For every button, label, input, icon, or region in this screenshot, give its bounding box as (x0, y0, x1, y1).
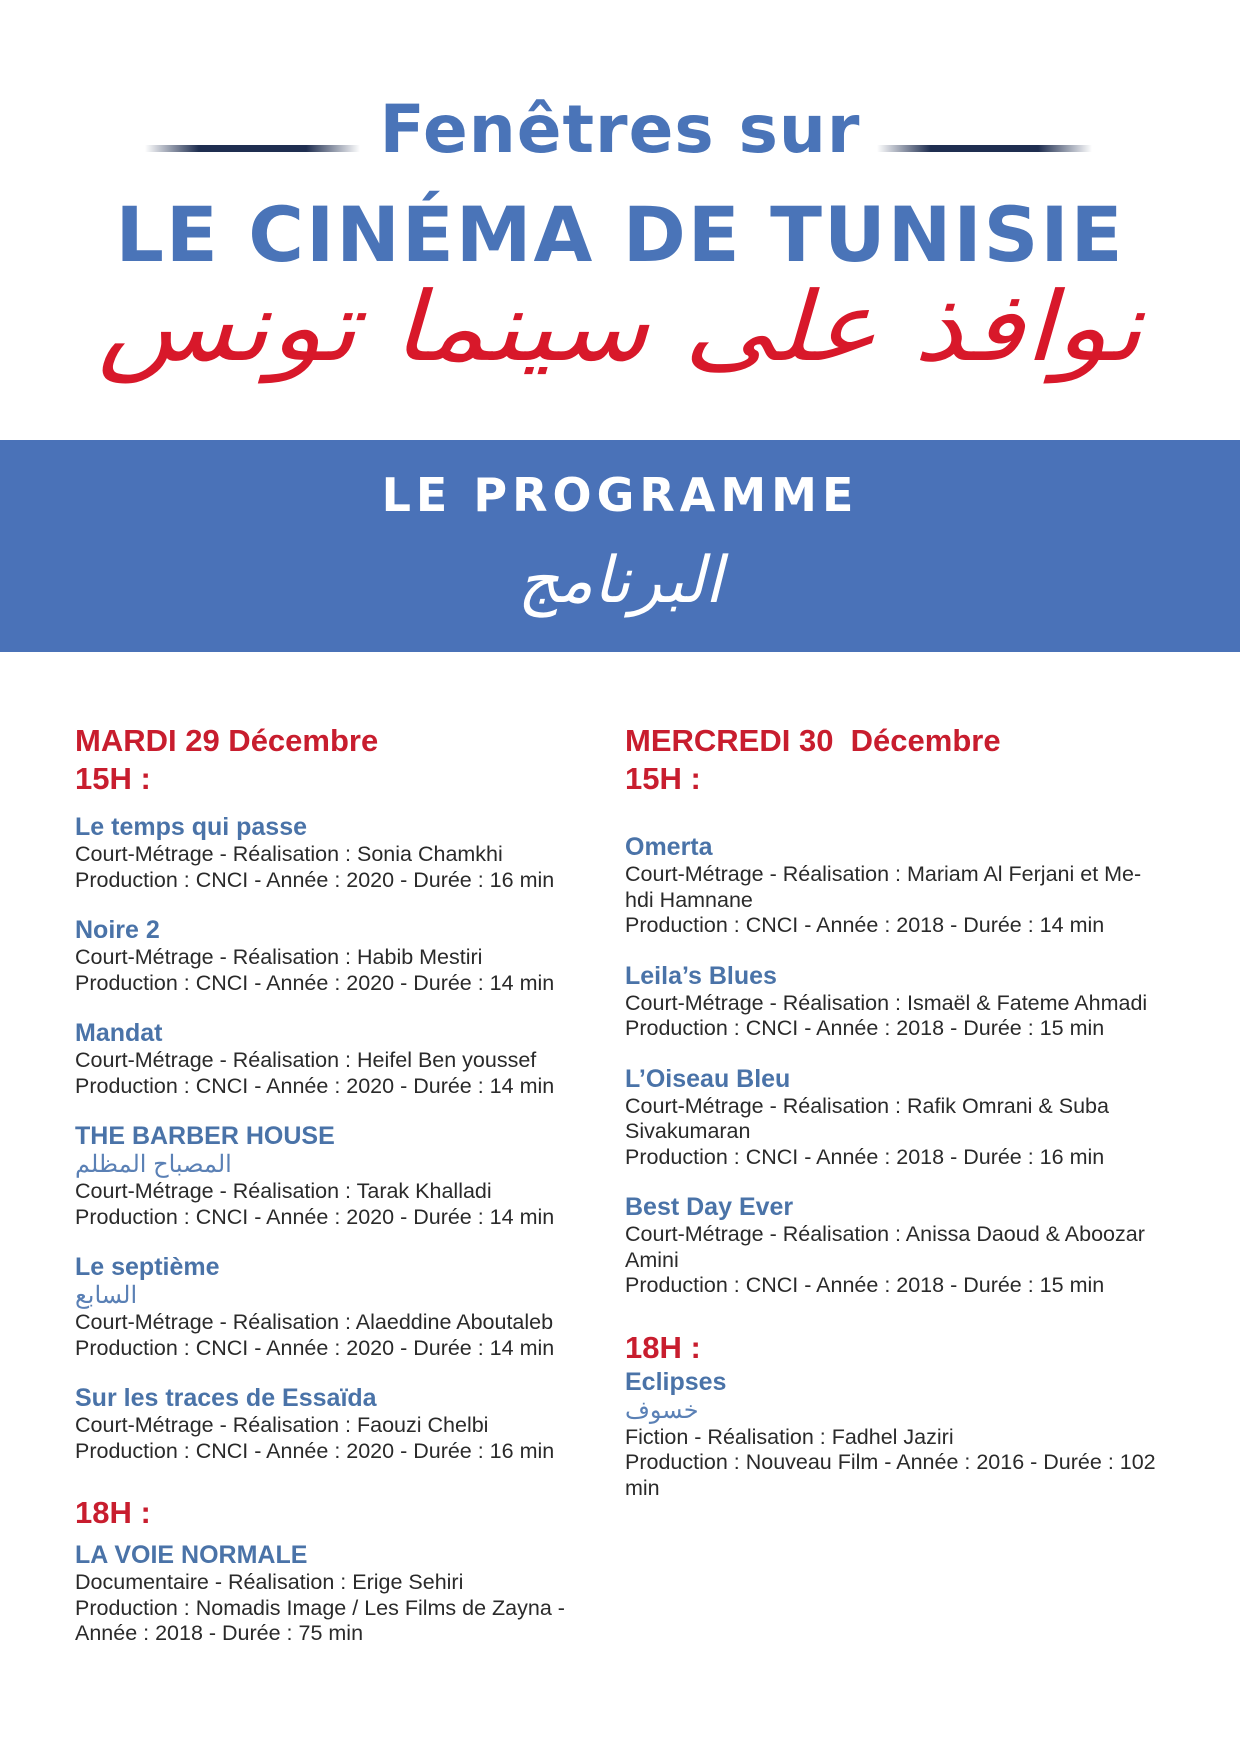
film-credits-cont: Amini (625, 1247, 679, 1272)
film-entry (625, 1192, 1170, 1299)
film-credits: Court-Métrage - Réalisation : Tarak Khalladi (75, 1179, 492, 1203)
film-arabic-title: السابع (75, 1282, 138, 1309)
day-column-tuesday (75, 722, 575, 1647)
film-entry (625, 961, 1170, 1042)
time-heading: 15H : (625, 761, 701, 796)
film-production: Production : CNCI - Année : 2020 - Durée : 14 min (75, 1335, 555, 1360)
film-credits: Court-Métrage - Réalisation : Mariam Al Ferjani et Me- (625, 862, 1142, 886)
film-production: Production : CNCI - Année : 2018 - Durée : 15 min (625, 1016, 1105, 1040)
film-credits: Court-Métrage - Réalisation : Habib Mestiri (75, 945, 483, 969)
film-production: Production : CNCI - Année : 2018 - Durée : 16 min (625, 1144, 1105, 1169)
supertitle-row (0, 90, 1240, 170)
film-production-cont: Année : 2018 - Durée : 75 min (75, 1621, 364, 1645)
film-production: Production : Nouveau Film - Année : 2016 - Durée : 102 (625, 1450, 1156, 1474)
day-heading: MARDI 29 Décembre (75, 723, 379, 758)
film-production: Production : CNCI - Année : 2020 - Durée : 16 min (75, 867, 555, 892)
film-credits: Documentaire - Réalisation : Erige Sehiri (75, 1570, 464, 1594)
poster-header (0, 0, 1240, 440)
film-credits: Court-Métrage - Réalisation : Heifel Ben youssef (75, 1048, 537, 1072)
film-title: Omerta (625, 833, 713, 861)
film-entry (625, 1064, 1170, 1171)
day-column-wednesday (625, 722, 1170, 1501)
film-title: Best Day Ever (625, 1193, 794, 1221)
film-production: Production : Nomadis Image / Les Films de Zayna - (75, 1595, 565, 1620)
film-credits: Court-Métrage - Réalisation : Sonia Chamkhi (75, 842, 503, 866)
film-entry (75, 812, 575, 893)
film-entry (75, 1383, 575, 1464)
programme-title: LE PROGRAMME (381, 468, 859, 522)
film-entry (625, 1367, 1170, 1502)
film-production: Production : CNCI - Année : 2020 - Durée : 14 min (75, 970, 555, 995)
evening-block (75, 1494, 575, 1647)
decorative-line-right (877, 145, 1092, 152)
film-title: LA VOIE NORMALE (75, 1541, 308, 1569)
film-production: Production : CNCI - Année : 2020 - Durée : 16 min (75, 1438, 555, 1463)
film-credits: Court-Métrage - Réalisation : Ismaël & Fateme Ahmadi (625, 990, 1148, 1015)
film-credits-cont: Sivakumaran (625, 1119, 751, 1143)
film-entry (75, 1540, 575, 1647)
film-title: L’Oiseau Bleu (625, 1064, 791, 1093)
programme-band (0, 440, 1240, 652)
film-title: Leila’s Blues (625, 961, 777, 990)
time-heading: 18H : (75, 1495, 151, 1530)
time-heading: 18H : (625, 1329, 701, 1365)
film-arabic-title: خسوف (625, 1396, 699, 1424)
film-production: Production : CNCI - Année : 2020 - Durée : 14 min (75, 1204, 555, 1229)
film-entry (75, 1252, 575, 1361)
film-entry (75, 1018, 575, 1099)
film-title: THE BARBER HOUSE (75, 1122, 335, 1150)
day-heading: MERCREDI 30 Décembre (625, 723, 1001, 758)
arabic-title: نوافذ على سينما تونس (97, 271, 1143, 383)
film-entry (75, 915, 575, 996)
film-credits: Fiction - Réalisation : Fadhel Jaziri (625, 1424, 954, 1449)
film-title: Noire 2 (75, 916, 160, 944)
film-production-cont: min (625, 1475, 660, 1500)
film-credits: Court-Métrage - Réalisation : Faouzi Chelbi (75, 1413, 489, 1437)
film-credits: Court-Métrage - Réalisation : Rafik Omrani & Suba (625, 1093, 1109, 1118)
film-arabic-title: المصباح المظلم (75, 1151, 232, 1178)
main-title: LE CINÉMA DE TUNISIE (115, 190, 1125, 279)
evening-block (625, 1329, 1170, 1502)
film-title: Mandat (75, 1019, 163, 1047)
film-credits: Court-Métrage - Réalisation : Anissa Daoud & Aboozar (625, 1222, 1145, 1246)
film-credits: Court-Métrage - Réalisation : Alaeddine Aboutaleb (75, 1310, 554, 1334)
film-title: Le temps qui passe (75, 813, 308, 841)
film-title: Eclipses (625, 1367, 727, 1396)
film-credits-cont: hdi Hamnane (625, 887, 753, 912)
programme-arabic-title: البرنامج (517, 544, 723, 618)
film-entry (75, 1121, 575, 1230)
film-production: Production : CNCI - Année : 2018 - Durée : 15 min (625, 1273, 1105, 1297)
film-production: Production : CNCI - Année : 2020 - Durée : 14 min (75, 1073, 555, 1098)
film-entry (625, 832, 1170, 939)
film-title: Sur les traces de Essaïda (75, 1384, 377, 1412)
supertitle: Fenêtres sur (379, 91, 861, 168)
film-title: Le septième (75, 1253, 220, 1281)
film-production: Production : CNCI - Année : 2018 - Durée : 14 min (625, 913, 1105, 937)
time-heading: 15H : (75, 761, 151, 796)
